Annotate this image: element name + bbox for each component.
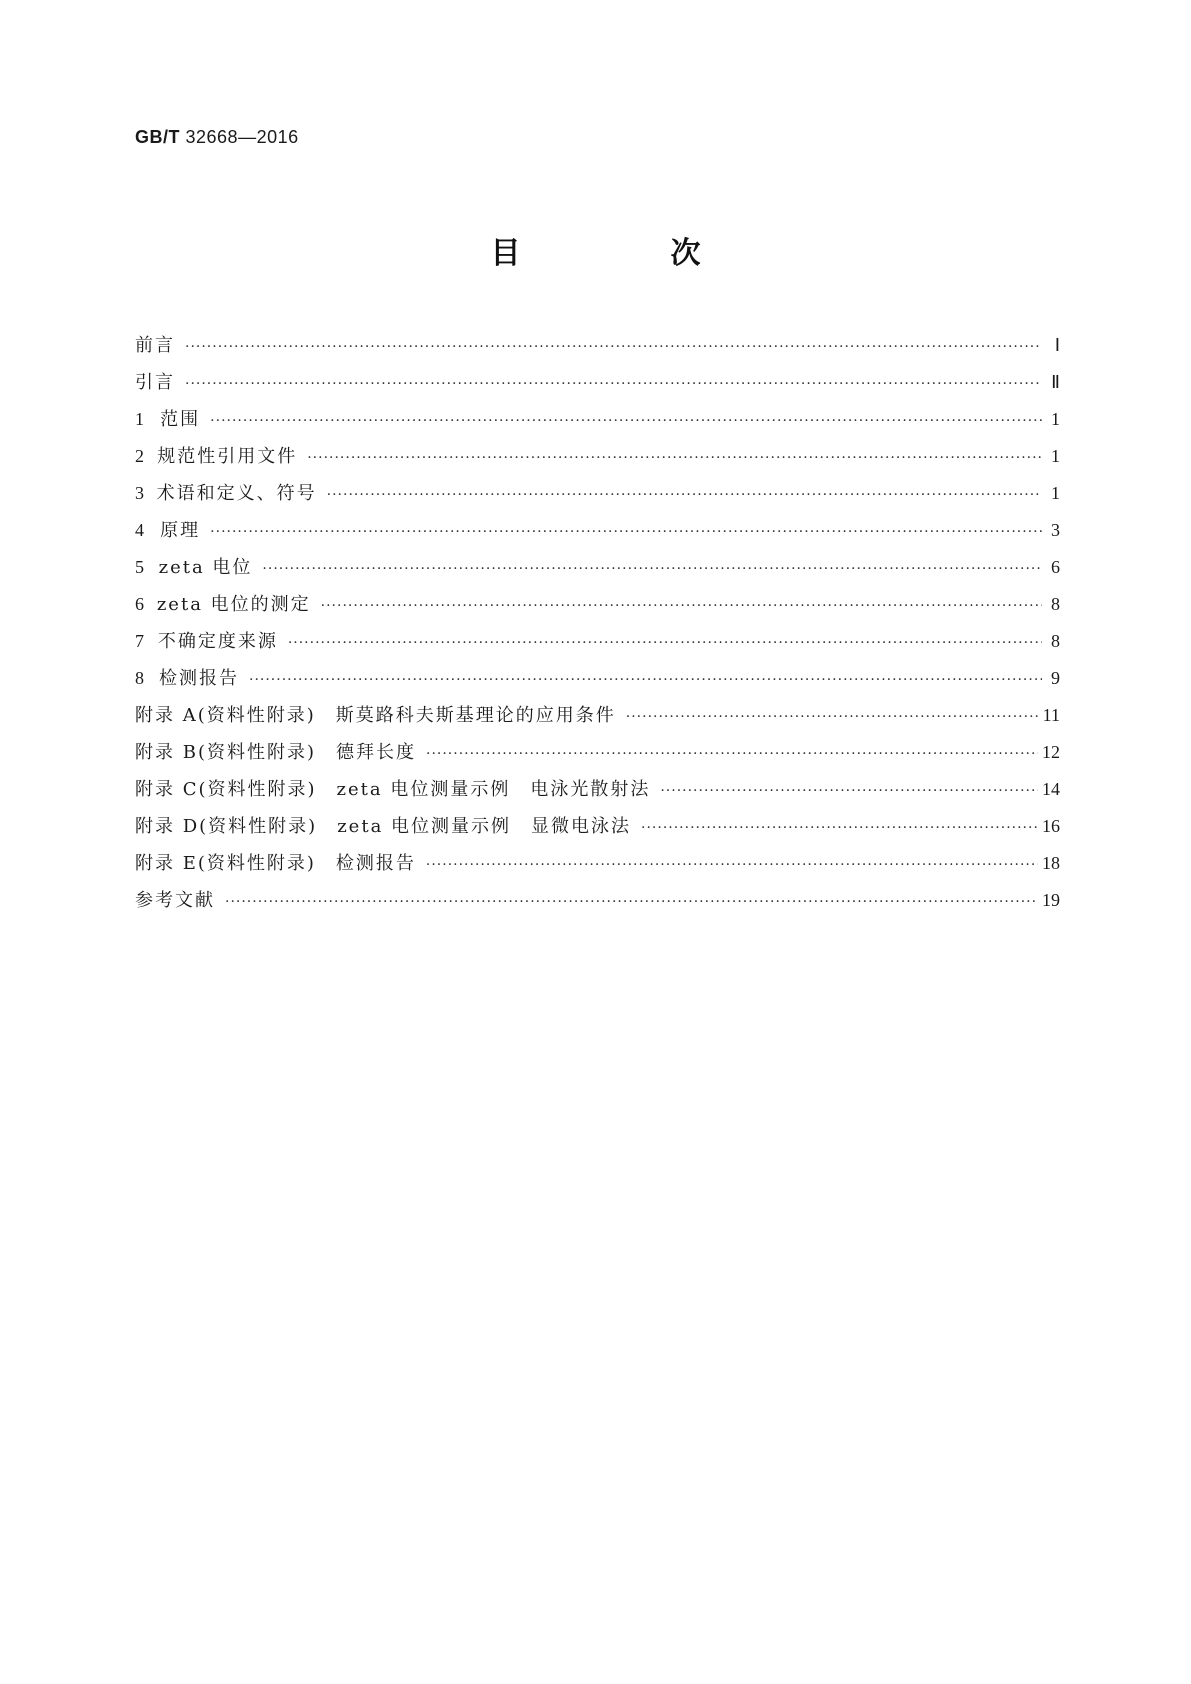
toc-entry-label: 不确定度来源 bbox=[157, 631, 278, 652]
toc-entry[interactable] bbox=[135, 549, 1060, 586]
toc-entry-page: 12 bbox=[1042, 742, 1060, 762]
toc-dot-leader bbox=[262, 551, 1042, 588]
toc-entry-page: Ⅰ bbox=[1054, 335, 1060, 355]
toc-entry-page: 1 bbox=[1051, 483, 1060, 503]
toc-entry-page: 9 bbox=[1051, 668, 1060, 688]
toc-entry-page: Ⅱ bbox=[1051, 372, 1060, 392]
toc-entry-label: 规范性引用文件 bbox=[157, 446, 298, 467]
toc-entry[interactable] bbox=[135, 697, 1060, 734]
toc-entry-number: 8 bbox=[135, 668, 144, 688]
toc-entry[interactable] bbox=[135, 623, 1060, 660]
toc-entry-label: 附录 D(资料性附录) zeta 电位测量示例 显微电泳法 bbox=[135, 816, 632, 837]
toc-entry-number: 3 bbox=[135, 483, 144, 503]
toc-entry-label: 检测报告 bbox=[159, 668, 239, 689]
toc-entry[interactable] bbox=[135, 586, 1060, 623]
toc-entry[interactable] bbox=[135, 401, 1060, 438]
toc-entry-label: 原理 bbox=[160, 520, 201, 541]
toc-dot-leader bbox=[327, 477, 1042, 514]
toc-entry-page: 19 bbox=[1042, 890, 1060, 910]
toc-entry-number: 2 bbox=[135, 446, 144, 466]
toc-dot-leader bbox=[249, 662, 1042, 699]
toc-entry-page: 1 bbox=[1051, 446, 1060, 466]
toc-entry[interactable] bbox=[135, 660, 1060, 697]
toc-entry-label: 引言 bbox=[135, 372, 175, 393]
toc-entry-number: 4 bbox=[135, 520, 144, 540]
toc-entry-page: 8 bbox=[1051, 594, 1060, 614]
toc-entry[interactable] bbox=[135, 734, 1060, 771]
toc-dot-leader bbox=[225, 884, 1038, 921]
toc-entry[interactable] bbox=[135, 327, 1060, 364]
table-of-contents bbox=[135, 327, 1060, 919]
toc-dot-leader bbox=[321, 588, 1042, 625]
toc-entry[interactable] bbox=[135, 364, 1060, 401]
toc-entry-page: 3 bbox=[1051, 520, 1060, 540]
toc-dot-leader bbox=[641, 810, 1038, 847]
toc-entry-label: 前言 bbox=[135, 335, 175, 356]
toc-entry[interactable] bbox=[135, 475, 1060, 512]
toc-entry-label: 参考文献 bbox=[135, 890, 215, 911]
toc-dot-leader bbox=[210, 514, 1042, 551]
toc-entry-page: 8 bbox=[1051, 631, 1060, 651]
toc-dot-leader bbox=[185, 366, 1042, 403]
toc-entry-page: 18 bbox=[1042, 853, 1060, 873]
toc-entry-page: 1 bbox=[1051, 409, 1060, 429]
standard-prefix: GB/T bbox=[135, 127, 180, 147]
toc-entry-label: 附录 A(资料性附录) 斯莫路科夫斯基理论的应用条件 bbox=[135, 705, 616, 726]
toc-entry-label: 附录 C(资料性附录) zeta 电位测量示例 电泳光散射法 bbox=[135, 779, 651, 800]
toc-entry-page: 14 bbox=[1042, 779, 1060, 799]
toc-entry-label: 附录 E(资料性附录) 检测报告 bbox=[135, 853, 416, 874]
toc-entry-number: 5 bbox=[135, 557, 144, 577]
toc-dot-leader bbox=[288, 625, 1042, 662]
toc-dot-leader bbox=[185, 329, 1042, 366]
toc-dot-leader bbox=[660, 773, 1038, 810]
toc-dot-leader bbox=[307, 440, 1042, 477]
toc-entry-label: zeta 电位 bbox=[158, 557, 253, 578]
toc-entry[interactable] bbox=[135, 845, 1060, 882]
toc-entry-page: 16 bbox=[1042, 816, 1060, 836]
toc-dot-leader bbox=[210, 403, 1042, 440]
toc-entry-number: 7 bbox=[135, 631, 144, 651]
toc-entry[interactable] bbox=[135, 771, 1060, 808]
standard-number: 32668—2016 bbox=[185, 127, 299, 147]
toc-entry-page: 11 bbox=[1042, 705, 1060, 725]
toc-entry-number: 6 bbox=[135, 594, 144, 614]
toc-entry-label: zeta 电位的测定 bbox=[156, 594, 311, 615]
toc-entry-number: 1 bbox=[135, 409, 144, 429]
toc-entry-label: 范围 bbox=[160, 409, 201, 430]
toc-entry-label: 附录 B(资料性附录) 德拜长度 bbox=[135, 742, 416, 763]
toc-entry[interactable] bbox=[135, 512, 1060, 549]
toc-dot-leader bbox=[426, 736, 1038, 773]
toc-dot-leader bbox=[626, 699, 1039, 736]
toc-entry-label: 术语和定义、符号 bbox=[156, 483, 317, 504]
toc-entry-page: 6 bbox=[1051, 557, 1060, 577]
toc-entry[interactable] bbox=[135, 438, 1060, 475]
toc-title: 目 次 bbox=[490, 236, 761, 271]
toc-entry[interactable] bbox=[135, 882, 1060, 919]
toc-entry[interactable] bbox=[135, 808, 1060, 845]
toc-dot-leader bbox=[426, 847, 1038, 884]
standard-code bbox=[135, 127, 299, 148]
